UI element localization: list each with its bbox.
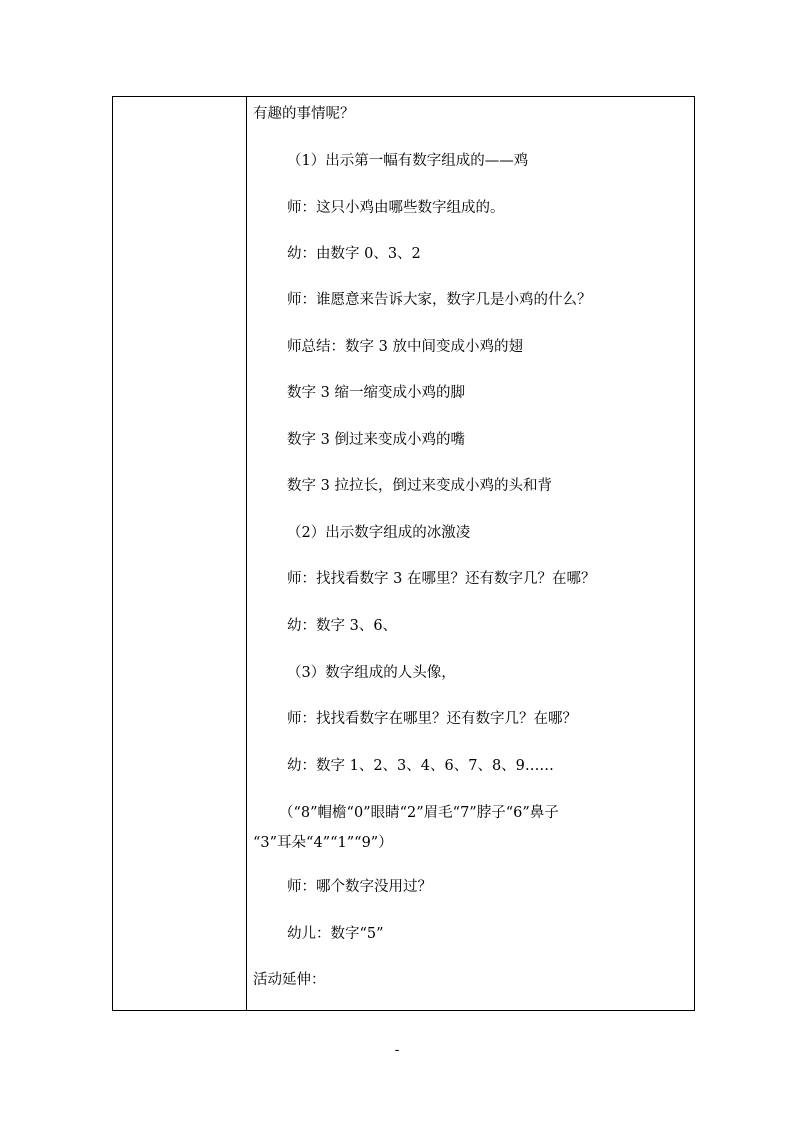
text-line: “3”耳朵“4”“1”“9”） — [253, 835, 393, 851]
text-line: 数字 3 倒过来变成小鸡的嘴 — [287, 432, 465, 448]
table-left-column — [113, 97, 247, 1010]
lesson-table — [112, 96, 695, 1011]
text-line: 师：找找看数字在哪里？还有数字几？在哪？ — [287, 711, 577, 727]
text-line: 幼儿：数字“5” — [287, 926, 384, 942]
text-line: 师总结：数字 3 放中间变成小鸡的翅 — [287, 339, 523, 355]
text-line: （2）出示数字组成的冰激凌 — [287, 525, 471, 541]
text-line: 有趣的事情呢？ — [253, 106, 355, 122]
text-line: （3）数字组成的人头像， — [287, 665, 456, 681]
text-line: 幼：数字 1、2、3、4、6、7、8、9…… — [287, 758, 554, 774]
text-line: 数字 3 拉拉长，倒过来变成小鸡的头和背 — [287, 478, 552, 494]
text-line: （1）出示第一幅有数字组成的——鸡 — [287, 153, 529, 169]
table-right-column — [247, 97, 694, 1010]
text-line: 师：哪个数字没用过？ — [287, 879, 432, 895]
text-line: 师：这只小鸡由哪些数字组成的。 — [287, 200, 505, 216]
text-line: 活动延伸： — [253, 972, 326, 988]
text-line: 师：找找看数字 3 在哪里？还有数字几？在哪？ — [287, 571, 596, 587]
text-line: 幼：由数字 0、3、2 — [287, 246, 421, 262]
page-marker: - — [394, 1042, 400, 1058]
text-line: 师：谁愿意来告诉大家，数字几是小鸡的什么？ — [287, 292, 592, 308]
text-line: （“8”帽檐“0”眼睛“2”眉毛“7”脖子“6”鼻子 — [279, 805, 559, 821]
text-line: 数字 3 缩一缩变成小鸡的脚 — [287, 385, 465, 401]
text-line: 幼：数字 3、6、 — [287, 618, 398, 634]
